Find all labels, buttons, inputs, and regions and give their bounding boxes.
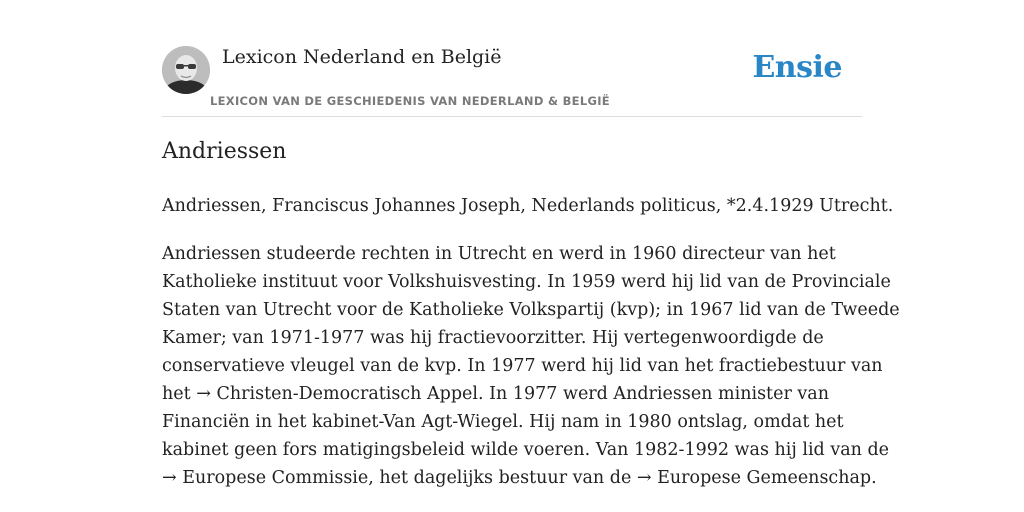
body-text-segment: het <box>162 384 197 404</box>
body-line: kabinet geen fors matigingsbeleid wilde voeren. Van 1982-1992 was hij lid van de <box>162 440 890 460</box>
body-line <box>162 464 877 492</box>
author-name[interactable]: Lexicon Nederland en België <box>222 46 502 68</box>
body-text-segment: . In 1977 werd Andriessen minister van <box>478 384 829 404</box>
body-text-segment: . <box>871 468 877 488</box>
article-body <box>162 240 900 492</box>
link-christen-democratisch-appel[interactable]: → Christen-Democratisch Appel <box>196 384 478 404</box>
link-europese-gemeenschap[interactable]: → Europese Gemeenschap <box>636 468 872 488</box>
avatar[interactable] <box>162 46 210 94</box>
link-europese-commissie[interactable]: → Europese Commissie <box>162 468 369 488</box>
page <box>162 0 900 512</box>
portrait-photo <box>162 46 210 94</box>
page-title: Andriessen <box>162 139 287 164</box>
body-line: Andriessen studeerde rechten in Utrecht en werd in 1960 directeur van het <box>162 244 836 264</box>
body-line: Kamer; van 1971-1977 was hij fractievoorzitter. Hij vertegenwoordigde de <box>162 328 824 348</box>
article-lead: Andriessen, Franciscus Johannes Joseph, Nederlands politicus, *2.4.1929 Utrecht. <box>162 196 894 216</box>
body-text-segment: , het dagelijks bestuur van de <box>368 468 637 488</box>
body-line: Katholieke instituut voor Volkshuisvesting. In 1959 werd hij lid van de Provinciale <box>162 272 891 292</box>
body-line: Staten van Utrecht voor de Katholieke Volkspartij (kvp); in 1967 lid van de Tweede <box>162 300 900 320</box>
header <box>162 0 862 117</box>
body-line: conservatieve vleugel van de kvp. In 1977 werd hij lid van het fractiebestuur van <box>162 356 883 376</box>
site-subtitle: LEXICON VAN DE GESCHIEDENIS VAN NEDERLAND & BELGIË <box>210 94 610 108</box>
body-line: Financiën in het kabinet-Van Agt-Wiegel. Hij nam in 1980 ontslag, omdat het <box>162 412 844 432</box>
brand-logo[interactable]: Ensie <box>752 50 842 85</box>
body-line <box>162 380 862 408</box>
